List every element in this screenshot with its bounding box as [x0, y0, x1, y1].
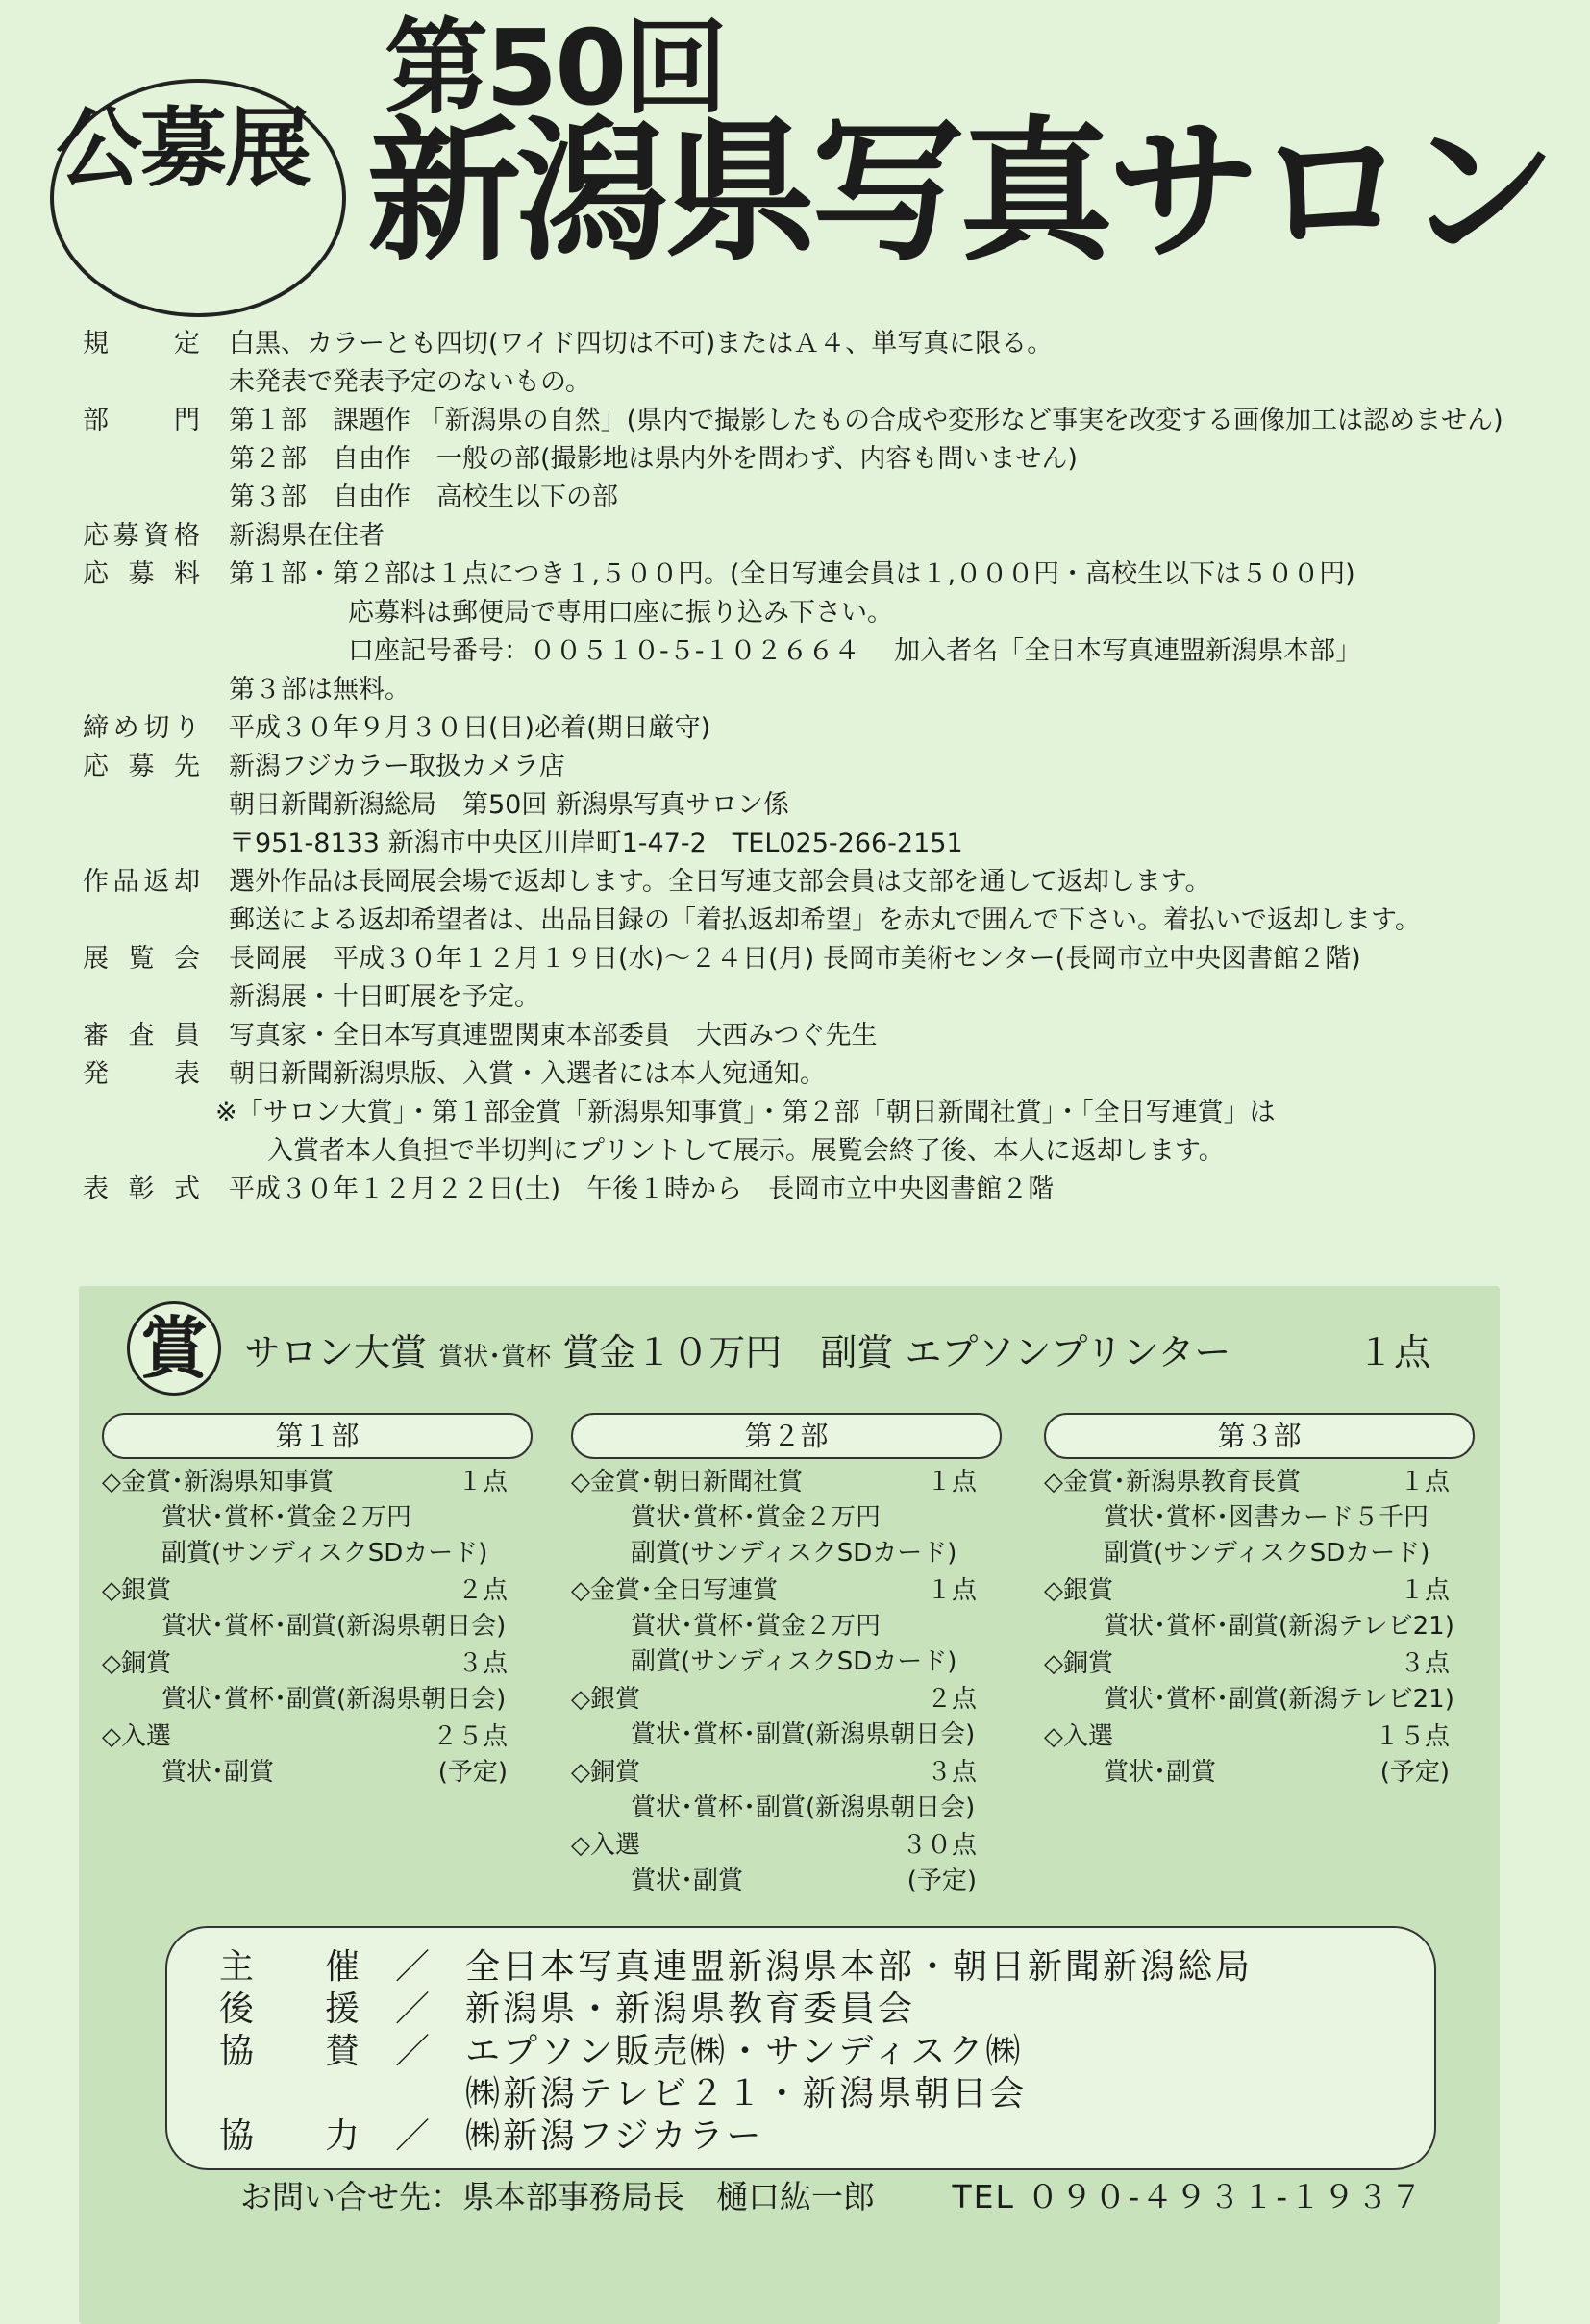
rule-label: 展覧会 — [83, 944, 200, 974]
rule-line: 口座記号番号：００５１０-５-１０２６６４ 加入者名「全日本写真連盟新潟県本部」 — [348, 636, 1362, 666]
rule-label-wrap — [83, 1017, 229, 1055]
award-header-row — [1044, 1465, 1475, 1500]
award-detail: 賞状･賞杯･副賞(新潟テレビ21) — [1104, 1685, 1454, 1714]
award-count: １点 — [1399, 1576, 1450, 1605]
grand-prize-count: １点 — [1357, 1331, 1431, 1373]
award-detail: 賞状･賞杯･副賞(新潟県朝日会) — [161, 1685, 507, 1714]
rule-line: 第１部 課題作 「新潟県の自然」(県内で撮影したもの合成や変形など事実を改変する画像加工は認めません) — [229, 406, 1503, 435]
award-detail: 賞状･賞杯･賞金２万円 — [631, 1503, 882, 1532]
award-header-row — [102, 1573, 533, 1609]
award-header-row — [571, 1755, 1002, 1791]
grand-prize-name: サロン大賞 — [244, 1331, 428, 1373]
rule-label: 審査員 — [83, 1021, 200, 1051]
rule-body — [229, 709, 710, 748]
rule-line: 新潟県在住者 — [229, 521, 385, 551]
award-detail: 賞状･賞杯･副賞(新潟県朝日会) — [161, 1612, 507, 1641]
award-count: ２点 — [457, 1576, 508, 1605]
rule-line: 写真家・全日本写真連盟関東本部委員 大西みつぐ先生 — [229, 1021, 878, 1051]
rule-body — [229, 940, 1361, 1017]
contact-label: お問い合せ先：県本部事務局長 樋口紘一郎 — [240, 2178, 875, 2215]
sponsor-separator: ／ — [394, 1947, 430, 1987]
rule-row — [83, 1017, 1544, 1055]
rule-body — [229, 1017, 877, 1055]
award-detail-row — [1044, 1755, 1475, 1791]
rule-label: 締め切り — [83, 713, 200, 743]
award-note: (予定) — [1379, 1758, 1450, 1787]
rule-line: 第３部 自由作 高校生以下の部 — [229, 482, 618, 512]
rule-body — [229, 1171, 1054, 1209]
rule-body — [229, 748, 963, 863]
department-column — [1044, 1413, 1475, 1791]
rule-line: 平成３０年１２月２２日(土) 午後１時から 長岡市立中央図書館２階 — [229, 1174, 1055, 1204]
rule-body — [229, 863, 1421, 940]
award-item — [1044, 1719, 1475, 1791]
rule-row — [83, 1055, 1544, 1171]
award-title: ◇銀賞 — [571, 1685, 640, 1714]
award-count: ２５点 — [432, 1722, 508, 1751]
grand-prize-money: 賞金１０万円 — [562, 1331, 783, 1373]
award-header-row — [102, 1719, 533, 1755]
contact-tel: TEL ０９０-４９３１-１９３７ — [952, 2178, 1425, 2215]
grand-prize-items: 賞状･賞杯 — [438, 1343, 552, 1372]
rule-label-wrap — [83, 402, 229, 517]
rule-label-wrap — [83, 709, 229, 748]
rule-line: 白黒、カラーとも四切(ワイド四切は不可)またはＡ４、単写真に限る。 — [229, 329, 1054, 358]
sponsor-name: 新潟県・新潟県教育委員会 — [465, 1990, 916, 2029]
rule-line: 第３部は無料。 — [229, 675, 410, 705]
award-item — [102, 1465, 533, 1571]
department-column — [571, 1413, 1002, 1899]
sponsor-row — [219, 2109, 764, 2158]
award-detail: 副賞(サンディスクSDカード) — [631, 1539, 957, 1568]
department-header: 第１部 — [102, 1413, 533, 1459]
page-title: 新潟県写真サロン — [367, 102, 1553, 282]
award-detail: 副賞(サンディスクSDカード) — [161, 1539, 488, 1568]
sponsor-name: ㈱新潟テレビ２１・新潟県朝日会 — [465, 2074, 1028, 2114]
rule-row — [83, 402, 1544, 517]
contact-line — [240, 2172, 1424, 2217]
rule-line: 朝日新聞新潟総局 第50回 新潟県写真サロン係 — [229, 790, 789, 820]
rule-label: 発表 — [83, 1059, 200, 1089]
rule-label-wrap — [83, 863, 229, 940]
award-detail: 副賞(サンディスクSDカード) — [631, 1647, 957, 1676]
rule-label: 作品返却 — [83, 867, 200, 897]
badge-text: 公募展 — [56, 98, 310, 199]
award-count: １点 — [457, 1468, 508, 1496]
rule-line: 〒951-8133 新潟市中央区川岸町1-47-2 TEL025-266-2151 — [229, 828, 963, 858]
rule-row — [83, 517, 1544, 556]
award-header-row — [571, 1682, 1002, 1718]
rule-row — [83, 325, 1544, 402]
rule-label-wrap — [83, 1055, 229, 1171]
rule-label-wrap — [83, 940, 229, 1017]
sponsor-name: ㈱新潟フジカラー — [465, 2116, 764, 2156]
award-title: ◇入選 — [571, 1831, 640, 1860]
rule-line: 朝日新聞新潟県版、入賞・入選者には本人宛通知。 — [229, 1059, 826, 1089]
award-item — [571, 1828, 1002, 1899]
award-detail-row — [571, 1864, 1002, 1899]
award-title: ◇銀賞 — [102, 1576, 171, 1605]
rule-label: 部門 — [83, 406, 200, 435]
rule-row — [83, 709, 1544, 748]
award-note: (予定) — [437, 1758, 508, 1787]
award-title: ◇金賞･新潟県教育長賞 — [1044, 1468, 1301, 1496]
award-header-row — [1044, 1573, 1475, 1609]
award-title: ◇入選 — [1044, 1722, 1113, 1751]
rule-label: 規定 — [83, 329, 200, 358]
rule-label-wrap — [83, 748, 229, 863]
sponsor-separator: ／ — [394, 2032, 430, 2071]
award-count: １５点 — [1374, 1722, 1450, 1751]
award-count: １点 — [926, 1576, 977, 1605]
rule-body — [215, 1055, 1276, 1171]
award-detail: 賞状･副賞 — [631, 1867, 744, 1895]
award-detail: 賞状･賞杯･副賞(新潟県朝日会) — [631, 1720, 976, 1749]
award-count: ３０点 — [901, 1831, 977, 1860]
award-header-row — [102, 1465, 533, 1500]
award-header-row — [571, 1465, 1002, 1500]
rule-body — [229, 556, 1361, 709]
rule-line: 第２部 自由作 一般の部(撮影地は県内外を問わず、内容も問いません) — [229, 444, 1078, 474]
award-header-row — [1044, 1646, 1475, 1682]
award-count: ３点 — [1399, 1649, 1450, 1678]
rule-line: 郵送による返却希望者は、出品目録の「着払返却希望」を赤丸で囲んで下さい。着払いで返却します。 — [229, 905, 1421, 935]
rule-body — [229, 517, 385, 556]
award-title: ◇金賞･朝日新聞社賞 — [571, 1468, 803, 1496]
sponsor-name: エプソン販売㈱・サンディスク㈱ — [465, 2032, 1024, 2071]
award-title: ◇金賞･新潟県知事賞 — [102, 1468, 334, 1496]
rule-line: 第１部・第２部は１点につき１,５００円。(全日写連会員は１,０００円・高校生以下は５００円) — [229, 559, 1355, 589]
sponsor-name: 全日本写真連盟新潟県本部・朝日新聞新潟総局 — [465, 1947, 1254, 1987]
award-detail: 賞状･賞杯･賞金２万円 — [161, 1503, 412, 1532]
grand-prize-line — [244, 1323, 1431, 1375]
award-detail: 賞状･賞杯･副賞(新潟県朝日会) — [631, 1793, 976, 1822]
department-header: 第２部 — [571, 1413, 1002, 1459]
rule-row — [83, 748, 1544, 863]
rule-line: 応募料は郵便局で専用口座に振り込み下さい。 — [348, 598, 893, 628]
rule-row — [83, 1171, 1544, 1209]
award-count: １点 — [1399, 1468, 1450, 1496]
sponsor-role: 後援 — [219, 1990, 360, 2029]
rule-line: 新潟フジカラー取扱カメラ店 — [229, 752, 565, 781]
rule-line: ※「サロン大賞」・第１部金賞「新潟県知事賞」・第２部「朝日新聞社賞」・「全日写連賞」は — [215, 1098, 1276, 1127]
sponsor-separator: ／ — [394, 2116, 430, 2156]
rule-line: 長岡展 平成３０年１２月１９日(水)～２４日(月) 長岡市美術センター(長岡市立中央図書館２階) — [229, 944, 1361, 974]
rule-label: 応募料 — [83, 559, 200, 589]
rule-label-wrap — [83, 556, 229, 709]
award-title: ◇金賞･全日写連賞 — [571, 1576, 778, 1605]
sponsor-role: 協賛 — [219, 2032, 360, 2071]
award-item — [1044, 1646, 1475, 1718]
award-title: ◇銅賞 — [571, 1758, 640, 1787]
department-header: 第３部 — [1044, 1413, 1475, 1459]
award-title: ◇銅賞 — [1044, 1649, 1113, 1678]
rule-row — [83, 940, 1544, 1017]
award-title: ◇入選 — [102, 1722, 171, 1751]
rule-label: 応募先 — [83, 752, 200, 781]
award-item — [571, 1755, 1002, 1826]
rules-section — [83, 325, 1544, 1209]
rule-label-wrap — [83, 517, 229, 556]
award-title: ◇銅賞 — [102, 1649, 171, 1678]
rule-line: 未発表で発表予定のないもの。 — [229, 367, 591, 397]
award-header-row — [571, 1828, 1002, 1864]
award-detail: 賞状･副賞 — [1104, 1758, 1217, 1787]
rule-label: 応募資格 — [83, 521, 200, 551]
prize-icon: 賞 — [127, 1301, 221, 1396]
award-item — [571, 1465, 1002, 1571]
award-item — [1044, 1573, 1475, 1644]
award-title: ◇銀賞 — [1044, 1576, 1113, 1605]
award-item — [102, 1646, 533, 1718]
award-detail: 賞状･賞杯･副賞(新潟テレビ21) — [1104, 1612, 1454, 1641]
sponsor-role: 協力 — [219, 2116, 360, 2156]
rule-line: 入賞者本人負担で半切判にプリントして展示。展覧会終了後、本人に返却します。 — [267, 1136, 1225, 1166]
award-count: ２点 — [926, 1685, 977, 1714]
award-note: (予定) — [907, 1867, 977, 1895]
rule-label-wrap — [83, 1171, 229, 1209]
award-header-row — [1044, 1719, 1475, 1755]
award-count: ３点 — [457, 1649, 508, 1678]
award-item — [571, 1573, 1002, 1680]
rule-line: 新潟展・十日町展を予定。 — [229, 982, 540, 1012]
award-detail: 賞状･賞杯･図書カード５千円 — [1104, 1503, 1429, 1532]
award-header-row — [571, 1573, 1002, 1609]
award-detail: 賞状･副賞 — [161, 1758, 275, 1787]
award-header-row — [102, 1646, 533, 1682]
rule-line: 選外作品は長岡展会場で返却します。全日写連支部会員は支部を通して返却します。 — [229, 867, 1211, 897]
award-count: ３点 — [926, 1758, 977, 1787]
award-item — [102, 1573, 533, 1644]
rule-label-wrap — [83, 325, 229, 402]
award-detail: 副賞(サンディスクSDカード) — [1104, 1539, 1430, 1568]
award-detail-row — [102, 1755, 533, 1791]
award-item — [571, 1682, 1002, 1753]
award-detail: 賞状･賞杯･賞金２万円 — [631, 1612, 882, 1641]
award-count: １点 — [926, 1468, 977, 1496]
rule-row — [83, 863, 1544, 940]
edition-number: 第50回 — [385, 9, 726, 129]
rule-body — [229, 325, 1053, 402]
sponsor-role: 主催 — [219, 1947, 360, 1987]
rule-body — [229, 402, 1503, 517]
rule-line: 平成３０年９月３０日(日)必着(期日厳守) — [229, 713, 711, 743]
department-column — [102, 1413, 533, 1791]
rule-label: 表彰式 — [83, 1174, 200, 1204]
award-item — [1044, 1465, 1475, 1571]
award-item — [102, 1719, 533, 1791]
grand-prize-sub: 副賞 エプソンプリンター — [820, 1331, 1231, 1373]
rule-row — [83, 556, 1544, 709]
sponsor-separator: ／ — [394, 1990, 430, 2029]
